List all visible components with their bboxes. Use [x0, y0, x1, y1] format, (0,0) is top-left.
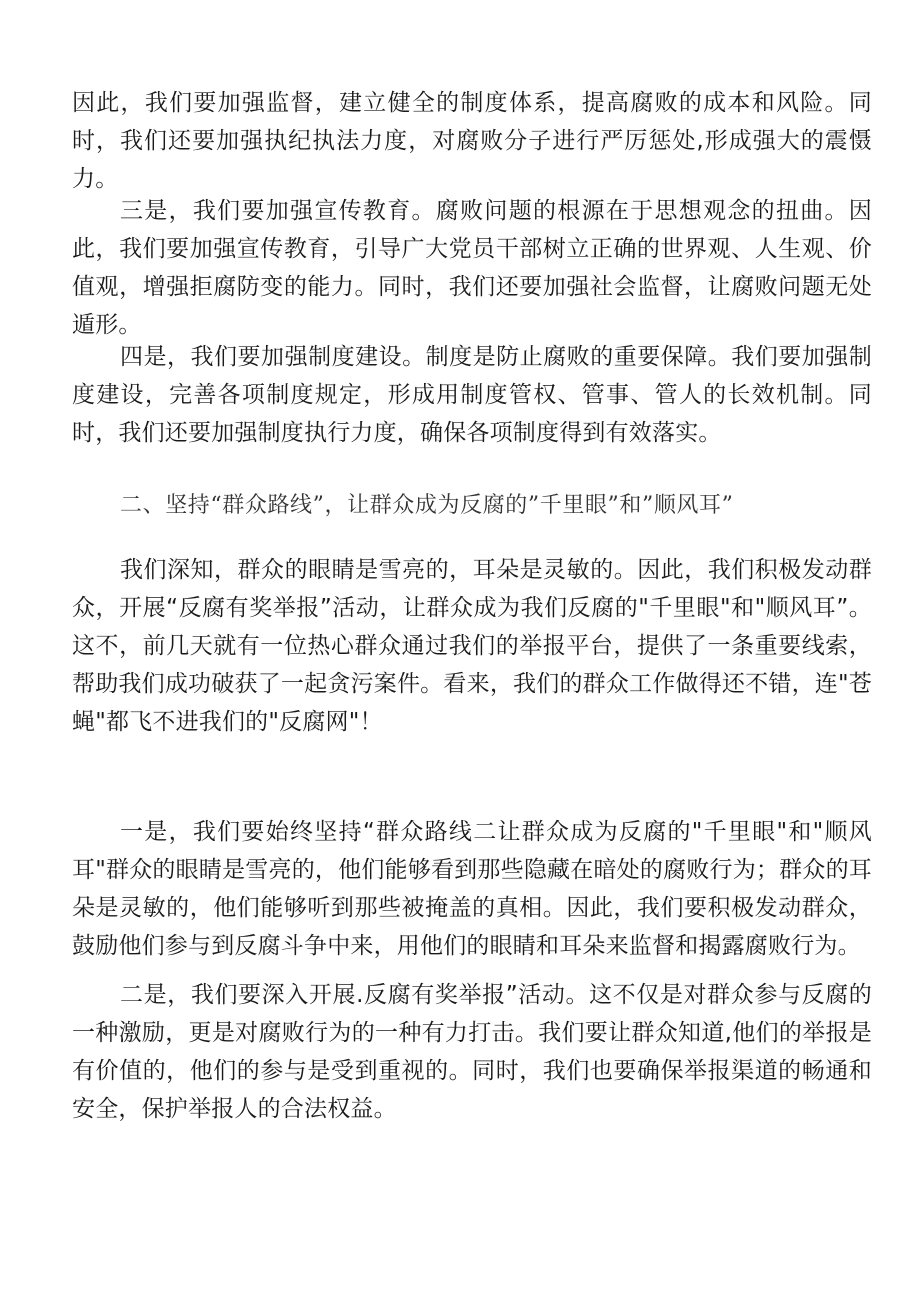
paragraph-point-four: 四是，我们要加强制度建设。制度是防止腐败的重要保障。我们要加强制度建设，完善各项制度规定，形成用制度管权、管事、管人的长效机制。同时，我们还要加强制度执行力度，确保各项制度得到有效落实。	[72, 344, 872, 446]
paragraph-supervision: 因此，我们要加强监督，建立健全的制度体系，提高腐败的成本和风险。同时，我们还要加强执纪执法力度，对腐败分子进行严厉惩处,形成强大的震慑力。	[72, 90, 872, 192]
paragraph-mass-intro: 我们深知，群众的眼睛是雪亮的，耳朵是灵敏的。因此，我们积极发动群众，开展“反腐有奖举报”活动，让群众成为我们反腐的"千里眼"和"顺风耳”。这不，前几天就有一位热心群众通过我们的举报平台，提供了一条重要线索，帮助我们成功破获了一起贪污案件。看来，我们的群众工作做得还不错，连"苍蝇"都飞不进我们的"反腐网"！	[72, 557, 872, 735]
paragraph-mass-point-two: 二是，我们要深入开展.反腐有奖举报”活动。这不仅是对群众参与反腐的一种激励，更是对腐败行为的一种有力打击。我们要让群众知道,他们的举报是有价值的，他们的参与是受到重视的。同时，我们也要确保举报渠道的畅通和安全，保护举报人的合法权益。	[72, 982, 872, 1122]
paragraph-point-three: 三是，我们要加强宣传教育。腐败问题的根源在于思想观念的扭曲。因此，我们要加强宣传教育，引导广大党员干部树立正确的世界观、人生观、价值观，增强拒腐防变的能力。同时，我们还要加强社会监督，让腐败问题无处遁形。	[72, 198, 872, 338]
section-heading-mass-line: 二、坚持“群众路线”，让群众成为反腐的”千里眼”和”顺风耳”	[120, 493, 734, 518]
paragraph-mass-point-one: 一是，我们要始终坚持“群众路线二让群众成为反腐的"千里眼"和"顺风耳"群众的眼睛是雪亮的，他们能够看到那些隐藏在暗处的腐败行为；群众的耳朵是灵敏的，他们能够听到那些被掩盖的真相。因此，我们要积极发动群众，鼓励他们参与到反腐斗争中来，用他们的眼睛和耳朵来监督和揭露腐败行为。	[72, 819, 872, 959]
